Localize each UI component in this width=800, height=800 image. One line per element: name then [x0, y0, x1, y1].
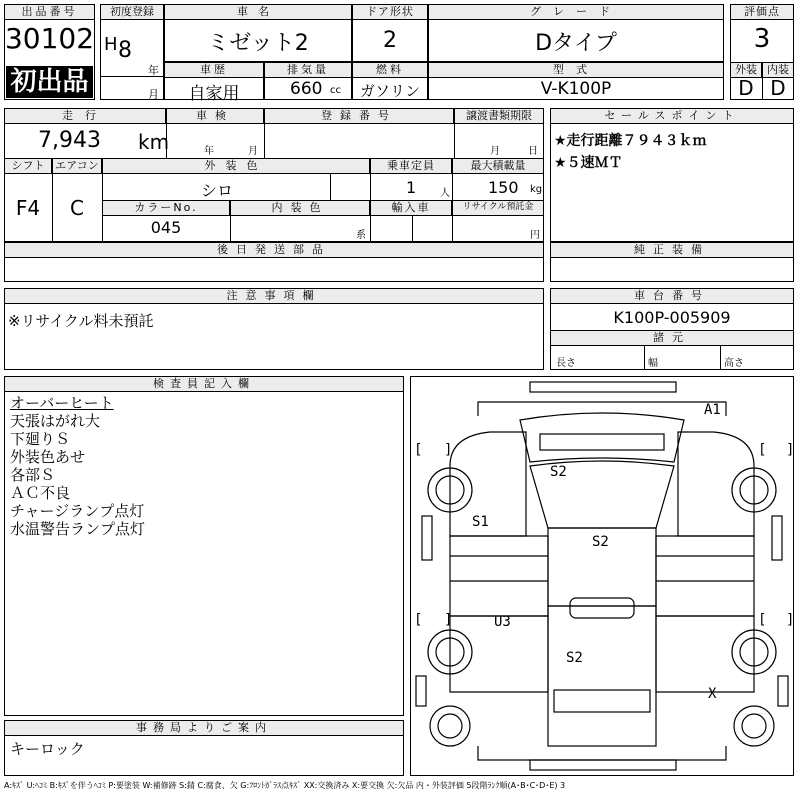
- interior-color-label: 内装色: [230, 200, 370, 216]
- inspector-label: 検査員記入欄: [4, 376, 404, 392]
- damage-mark-rear-right: X: [708, 686, 717, 702]
- spec-label: 諸元: [550, 330, 794, 346]
- damage-mark-left-sill: U3: [494, 614, 511, 630]
- bracket-mark: [: [758, 612, 767, 628]
- inspector-notes: [10, 394, 145, 538]
- mileage: 7,943: [38, 128, 101, 153]
- damage-mark-front-bumper: A1: [704, 402, 721, 418]
- interior-grade-label: 内装: [762, 62, 794, 78]
- displacement: 660: [290, 79, 323, 99]
- width-label: 幅: [648, 358, 658, 369]
- import-label: 輸入車: [370, 200, 452, 216]
- color-no-label: カラーNo.: [102, 200, 230, 216]
- color-label: 外装色: [102, 158, 370, 174]
- load-unit: kg: [530, 184, 543, 195]
- capacity-label: 乗車定員: [370, 158, 452, 174]
- year-unit: 年: [148, 64, 159, 77]
- damage-mark-left-door: S1: [472, 514, 489, 530]
- inspector-line: 各部Ｓ: [10, 466, 56, 484]
- capacity: 1: [406, 178, 417, 197]
- load-label: 最大積載量: [452, 158, 544, 174]
- recycle-label: リサイクル預託金: [452, 200, 544, 216]
- transfer-day-unit: 日: [528, 146, 538, 157]
- transfer-label: 譲渡書類期限: [454, 108, 544, 124]
- bracket-mark: ]: [444, 442, 453, 458]
- ac: C: [70, 196, 84, 220]
- first-listing-badge: 初出品: [6, 66, 93, 98]
- inspector-line: 外装色あせ: [10, 448, 86, 466]
- bracket-mark: [: [414, 612, 423, 628]
- exterior-grade-label: 外装: [730, 62, 762, 78]
- bracket-mark: ]: [444, 612, 453, 628]
- exterior-grade: D: [738, 76, 754, 100]
- recycle-unit: 円: [530, 230, 540, 241]
- height-label: 高さ: [724, 358, 744, 369]
- car-diagram: [410, 376, 794, 776]
- first-reg-year: 8: [118, 38, 132, 63]
- office-text: キーロック: [10, 740, 85, 758]
- bracket-mark: ]: [786, 612, 795, 628]
- lot-number-label: 出品番号: [4, 4, 95, 20]
- model-label: 型式: [428, 62, 724, 78]
- load: 150: [488, 178, 519, 197]
- sales-label: セールスポイント: [550, 108, 794, 124]
- sales-box: [550, 108, 794, 242]
- month-unit: 月: [148, 88, 159, 101]
- color-no: 045: [150, 218, 182, 237]
- bracket-mark: ]: [786, 442, 795, 458]
- fuel-label: 燃料: [352, 62, 428, 78]
- model: V-K100P: [540, 79, 612, 99]
- damage-mark-roof: S2: [592, 534, 609, 550]
- grade-label: グレード: [428, 4, 724, 20]
- bracket-mark: [: [758, 442, 767, 458]
- car-name-label: 車名: [164, 4, 352, 20]
- genuine-label: 純正装備: [550, 242, 794, 258]
- sales-point-1: ★走行距離７９４３ｋｍ: [554, 133, 707, 149]
- door-count: 2: [383, 28, 397, 53]
- inspector-line: オーバーヒート: [10, 394, 114, 412]
- shift-label: シフト: [4, 158, 52, 174]
- capacity-unit: 人: [440, 188, 450, 199]
- inspection-label: 車検: [166, 108, 264, 124]
- car-name: ミゼット2: [207, 31, 309, 56]
- ac-label: エアコン: [52, 158, 102, 174]
- inspector-line: チャージランプ点灯: [10, 502, 145, 520]
- bracket-mark: [: [414, 442, 423, 458]
- inspector-line: 水温警告ランプ点灯: [10, 520, 146, 538]
- era: H: [104, 34, 118, 55]
- history: 自家用: [188, 84, 240, 104]
- inspector-line: 天張はがれ大: [10, 412, 101, 430]
- office-label: 事務局よりご案内: [4, 720, 404, 736]
- mileage-label: 走行: [4, 108, 166, 124]
- notes-text: ※リサイクル料未預託: [8, 312, 154, 330]
- displacement-unit: cc: [330, 85, 341, 96]
- damage-mark-bed: S2: [566, 650, 583, 666]
- score: 3: [753, 24, 771, 54]
- length-label: 長さ: [556, 358, 576, 369]
- score-label: 評価点: [730, 4, 794, 20]
- plate-label: 登録番号: [264, 108, 454, 124]
- shift: F4: [15, 196, 41, 220]
- history-label: 車歴: [164, 62, 264, 78]
- color: シロ: [200, 181, 233, 200]
- mileage-unit: km: [138, 130, 170, 154]
- damage-mark-windshield: S2: [550, 464, 567, 480]
- notes-label: 注意事項欄: [4, 288, 544, 304]
- grade: Dタイプ: [535, 31, 617, 56]
- sales-point-2: ★５速ＭＴ: [554, 155, 623, 171]
- later-parts-label: 後日発送部品: [4, 242, 544, 258]
- fuel: ガソリン: [359, 82, 420, 100]
- first-reg-label: 初度登録: [100, 4, 164, 20]
- inspection-year-unit: 年: [204, 146, 214, 157]
- displacement-label: 排気量: [264, 62, 352, 78]
- interior-color-unit: 系: [356, 230, 366, 241]
- chassis-number: K100P-005909: [613, 308, 731, 327]
- lot-number: 30102: [4, 22, 95, 55]
- inspection-month-unit: 月: [248, 146, 258, 157]
- chassis-label: 車台番号: [550, 288, 794, 304]
- legend: A:ｷｽﾞ U:ﾍｺﾐ B:ｷｽﾞを伴うﾍｺﾐ P:要塗装 W:補修跡 S:錆 C:腐食、欠 G:ﾌﾛﾝﾄｶﾞﾗｽ点ｷｽﾞ XX:交換済み X:要交換 欠:欠品 内・外装評価 5段階ﾗﾝｸ順(A･B･C･D･E) 3: [4, 781, 566, 790]
- door-label: ドア形状: [352, 4, 428, 20]
- inspector-line: 下廻りＳ: [10, 430, 71, 448]
- inspector-line: ＡＣ不良: [10, 484, 71, 502]
- interior-grade: D: [770, 76, 786, 100]
- transfer-month-unit: 月: [490, 146, 500, 157]
